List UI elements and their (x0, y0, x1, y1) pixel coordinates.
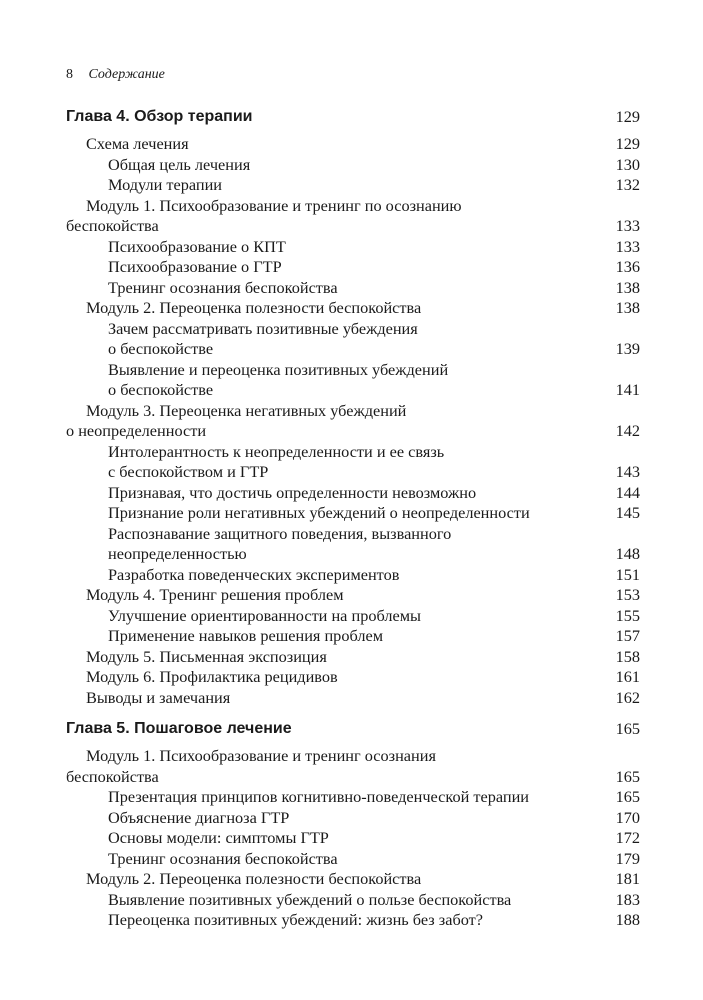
toc-entry-page: 165 (615, 787, 640, 806)
toc-entry-page: 172 (615, 828, 640, 847)
toc-entry-page: 139 (615, 339, 640, 358)
toc-entry-page: 155 (615, 605, 640, 625)
toc-entry-page: 136 (615, 257, 640, 276)
toc-entry (66, 544, 640, 565)
toc-entry-title: Схема лечения (86, 134, 189, 153)
toc-entry-title: Тренинг осознания беспокойства (108, 277, 338, 297)
toc-entry-title: Основы модели: симптомы ГТР (108, 828, 329, 847)
toc-entry-page: 148 (615, 544, 640, 563)
toc-entry-title: Общая цель лечения (108, 154, 251, 174)
toc-entry-title: Распознавание защитного поведения, вызванного (108, 523, 452, 543)
toc-entry (66, 339, 640, 360)
toc-entry-title: Признавая, что достичь определенности невозможно (108, 482, 477, 502)
toc-entry-title: Психообразование о ГТР (108, 257, 282, 276)
toc-entry-page: 188 (615, 910, 640, 929)
toc-entry (66, 155, 640, 176)
toc-entry (66, 688, 640, 709)
toc-entry-title: Выявление позитивных убеждений о пользе беспокойства (108, 889, 512, 909)
toc-entry-page: 133 (615, 236, 640, 256)
toc-entry (66, 890, 640, 911)
toc-entry-page: 183 (615, 889, 640, 909)
toc-entry-title: Модуль 3. Переоценка негативных убеждений (86, 400, 407, 420)
toc-entry-title: Выводы и замечания (86, 687, 231, 707)
running-head (66, 66, 165, 84)
toc-chapter-entry (66, 106, 640, 128)
toc-entry-title: Переоценка позитивных убеждений: жизнь без забот? (108, 910, 484, 929)
toc-entry-page: 181 (615, 869, 640, 888)
toc-entry-page: 132 (615, 175, 640, 194)
toc-entry-page: 138 (615, 298, 640, 317)
toc-entry (66, 134, 640, 155)
toc-entry-title: Глава 5. Пошаговое лечение (66, 720, 292, 737)
toc-entry (66, 828, 640, 849)
toc-entry-title: о неопределенности (66, 421, 207, 440)
toc-entry-title: Тренинг осознания беспокойства (108, 848, 338, 868)
toc-entry-page: 144 (615, 482, 640, 502)
toc-entry-page: 161 (615, 667, 640, 686)
toc-entry (66, 606, 640, 627)
toc-entry-title: о беспокойстве (108, 380, 214, 399)
toc-entry-title: Зачем рассматривать позитивные убеждения (108, 318, 418, 338)
toc-entry-title: Модуль 2. Переоценка полезности беспокойства (86, 869, 422, 888)
toc-entry (66, 380, 640, 401)
toc-entry-page: 142 (615, 421, 640, 440)
toc-entry (66, 767, 640, 788)
toc-entry (66, 869, 640, 890)
toc-entry-title: с беспокойством и ГТР (108, 462, 269, 481)
toc-entry-title: Глава 4. Обзор терапии (66, 108, 253, 125)
toc-entry-page: 129 (615, 107, 640, 126)
toc-entry-page: 170 (615, 807, 640, 827)
toc-entry (66, 524, 640, 545)
toc-entry-page: 157 (615, 626, 640, 645)
toc-entry-title: Презентация принципов когнитивно-поведенческой терапии (108, 787, 530, 806)
toc-entry-page: 130 (615, 154, 640, 174)
toc-entry-page: 141 (615, 380, 640, 399)
toc-entry-title: неопределенностью (108, 544, 247, 563)
toc-entry (66, 196, 640, 217)
toc-entry-title: Модуль 1. Психообразование и тренинг осознания (86, 746, 436, 765)
toc-entry (66, 278, 640, 299)
toc-entry (66, 746, 640, 767)
toc-entry-title: Улучшение ориентированности на проблемы (108, 605, 421, 625)
toc-entry-title: Модуль 2. Переоценка полезности беспокойства (86, 298, 422, 317)
toc-entry (66, 216, 640, 237)
toc-chapter-entry (66, 718, 640, 740)
toc-entry-page: 143 (615, 462, 640, 481)
toc-entry-title: Выявление и переоценка позитивных убеждений (108, 359, 449, 379)
toc-entry (66, 565, 640, 586)
toc-entry-title: Признание роли негативных убеждений о неопределенности (108, 503, 530, 522)
toc-entry-page: 165 (615, 719, 640, 738)
toc-entry (66, 175, 640, 196)
toc-entry (66, 421, 640, 442)
toc-entry-title: Объяснение диагноза ГТР (108, 807, 290, 827)
toc-entry-title: о беспокойстве (108, 339, 214, 358)
toc-entry (66, 647, 640, 668)
toc-entry (66, 910, 640, 931)
toc-entry (66, 503, 640, 524)
toc-entry-title: Модуль 5. Письменная экспозиция (86, 646, 327, 666)
toc-entry (66, 462, 640, 483)
toc-entry-title: Разработка поведенческих экспериментов (108, 564, 400, 584)
table-of-contents (66, 106, 640, 931)
toc-entry-title: Модуль 4. Тренинг решения проблем (86, 585, 344, 604)
toc-entry-page: 133 (615, 216, 640, 235)
toc-entry-page: 179 (615, 848, 640, 868)
toc-entry (66, 585, 640, 606)
toc-entry (66, 787, 640, 808)
toc-entry (66, 257, 640, 278)
toc-entry (66, 237, 640, 258)
toc-entry-page: 158 (615, 646, 640, 666)
toc-entry (66, 401, 640, 422)
toc-entry-page: 145 (615, 503, 640, 522)
toc-entry-title: беспокойства (66, 766, 159, 786)
toc-entry-title: Модуль 1. Психообразование и тренинг по осознанию (86, 195, 462, 215)
toc-entry (66, 849, 640, 870)
toc-entry (66, 360, 640, 381)
toc-entry (66, 319, 640, 340)
toc-entry-title: Интолерантность к неопределенности и ее связь (108, 441, 445, 461)
toc-entry-title: Модули терапии (108, 175, 222, 194)
toc-entry (66, 626, 640, 647)
toc-entry-page: 129 (615, 134, 640, 153)
toc-entry (66, 298, 640, 319)
toc-entry-page: 162 (615, 687, 640, 707)
section-title: Содержание (88, 67, 165, 82)
toc-entry (66, 483, 640, 504)
toc-entry-title: беспокойства (66, 216, 159, 235)
toc-entry (66, 667, 640, 688)
toc-entry (66, 808, 640, 829)
toc-entry-title: Применение навыков решения проблем (108, 626, 383, 645)
toc-entry-page: 138 (615, 277, 640, 297)
toc-entry-page: 165 (615, 766, 640, 786)
toc-entry-page: 153 (615, 585, 640, 604)
page-number: 8 (66, 67, 73, 82)
toc-entry-page: 151 (615, 564, 640, 584)
toc-entry (66, 442, 640, 463)
toc-entry-title: Модуль 6. Профилактика рецидивов (86, 667, 338, 686)
toc-entry-title: Психообразование о КПТ (108, 236, 286, 256)
